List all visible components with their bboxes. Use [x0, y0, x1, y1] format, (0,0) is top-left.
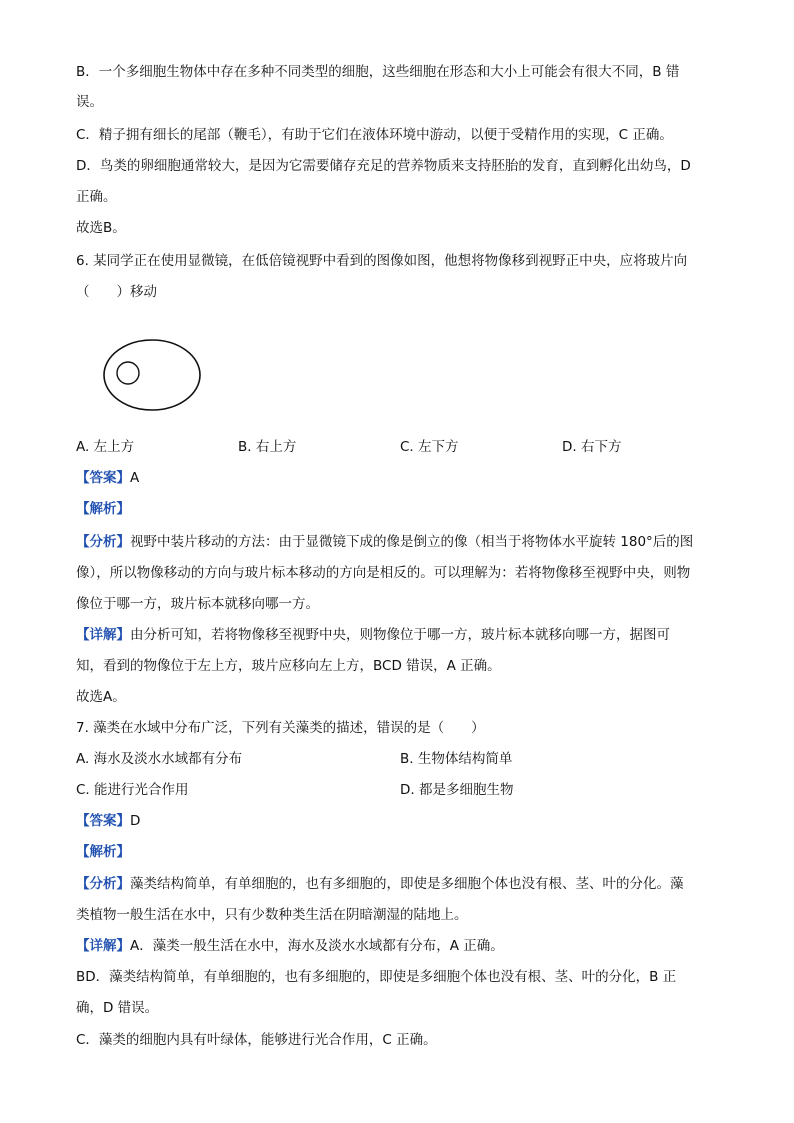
q6-option-a: A. 左上方 [76, 439, 135, 455]
q5-option-c-explanation: C．精子拥有细长的尾部（鞭毛），有助于它们在液体环境中游动，以便于受精作用的实现，C 正确。 [76, 127, 673, 143]
q6-choose: 故选A。 [76, 689, 126, 705]
q6-detail-text1: 由分析可知，若将物像移至视野中央，则物像位于哪一方，玻片标本就移向哪一方，据图可 [130, 627, 670, 643]
q5-option-b-explanation-line2: 误。 [76, 94, 103, 110]
field-of-view-ellipse [104, 340, 200, 410]
q6-answer-row [76, 468, 139, 488]
q6-answer-tag: 【答案】 [76, 470, 130, 486]
q7-answer-tag: 【答案】 [76, 813, 130, 829]
q6-stem-line2: （ ）移动 [76, 284, 157, 300]
q7-option-a: A. 海水及淡水水域都有分布 [76, 751, 243, 767]
q7-bd-line1: BD．藻类结构简单，有单细胞的，也有多细胞的，即使是多细胞个体也没有根、茎、叶的分化，B 正 [76, 969, 677, 985]
q6-analysis-row [76, 499, 130, 519]
q7-detail-text1: A．藻类一般生活在水中，海水及淡水水域都有分布，A 正确。 [130, 938, 504, 954]
q7-option-c: C. 能进行光合作用 [76, 782, 189, 798]
q7-stem: 7. 藻类在水域中分布广泛，下列有关藻类的描述，错误的是（ ） [76, 720, 485, 736]
q5-option-b-explanation-line1: B．一个多细胞生物体中存在多种不同类型的细胞，这些细胞在形态和大小上可能会有很大不同，B 错 [76, 64, 680, 80]
q7-detail-line1 [76, 936, 504, 956]
q5-option-d-explanation-line2: 正确。 [76, 189, 117, 205]
object-image-circle [117, 362, 139, 384]
q7-analysis-row [76, 842, 130, 862]
q7-analysis-tag: 【解析】 [76, 844, 130, 860]
q7-bd-line2: 确，D 错误。 [76, 1000, 159, 1016]
q6-analysis-tag: 【解析】 [76, 501, 130, 517]
q6-option-b: B. 右上方 [238, 439, 297, 455]
q5-choose: 故选B。 [76, 220, 126, 236]
q6-detail-line2: 知，看到的物像位于左上方，玻片应移向左上方，BCD 错误，A 正确。 [76, 658, 501, 674]
q6-detail-line1 [76, 625, 670, 645]
q6-option-d: D. 右下方 [562, 439, 622, 455]
q6-fenxi-text1: 视野中装片移动的方法：由于显微镜下成的像是倒立的像（相当于将物体水平旋转 180°后的图 [130, 534, 694, 550]
q7-fenxi-tag: 【分析】 [76, 876, 130, 892]
q7-c-line: C．藻类的细胞内具有叶绿体，能够进行光合作用，C 正确。 [76, 1032, 437, 1048]
q7-detail-tag: 【详解】 [76, 938, 130, 954]
q7-fenxi-line2: 类植物一般生活在水中，只有少数种类生活在阴暗潮湿的陆地上。 [76, 907, 468, 923]
q6-answer-value: A [130, 470, 140, 486]
q7-option-d: D. 都是多细胞生物 [400, 782, 514, 798]
q6-detail-tag: 【详解】 [76, 627, 130, 643]
q6-fenxi-line2: 像），所以物像移动的方向与玻片标本移动的方向是相反的。可以理解为：若将物像移至视野中央，则物 [76, 565, 691, 581]
q7-option-b: B. 生物体结构简单 [400, 751, 513, 767]
q7-fenxi-line1 [76, 874, 684, 894]
q6-option-c: C. 左下方 [400, 439, 459, 455]
q6-fenxi-line3: 像位于哪一方，玻片标本就移向哪一方。 [76, 596, 319, 612]
q5-option-d-explanation-line1: D．鸟类的卵细胞通常较大，是因为它需要储存充足的营养物质来支持胚胎的发育，直到孵化出幼鸟，D [76, 158, 691, 174]
microscope-field-figure [100, 337, 204, 413]
q6-stem-line1: 6. 某同学正在使用显微镜，在低倍镜视野中看到的图像如图，他想将物像移到视野正中央，应将玻片向 [76, 253, 688, 269]
q6-fenxi-line1 [76, 532, 693, 552]
q7-answer-value: D [130, 813, 141, 829]
q7-fenxi-text1: 藻类结构简单，有单细胞的，也有多细胞的，即使是多细胞个体也没有根、茎、叶的分化。藻 [130, 876, 684, 892]
q6-fenxi-tag: 【分析】 [76, 534, 130, 550]
q7-answer-row [76, 811, 140, 831]
